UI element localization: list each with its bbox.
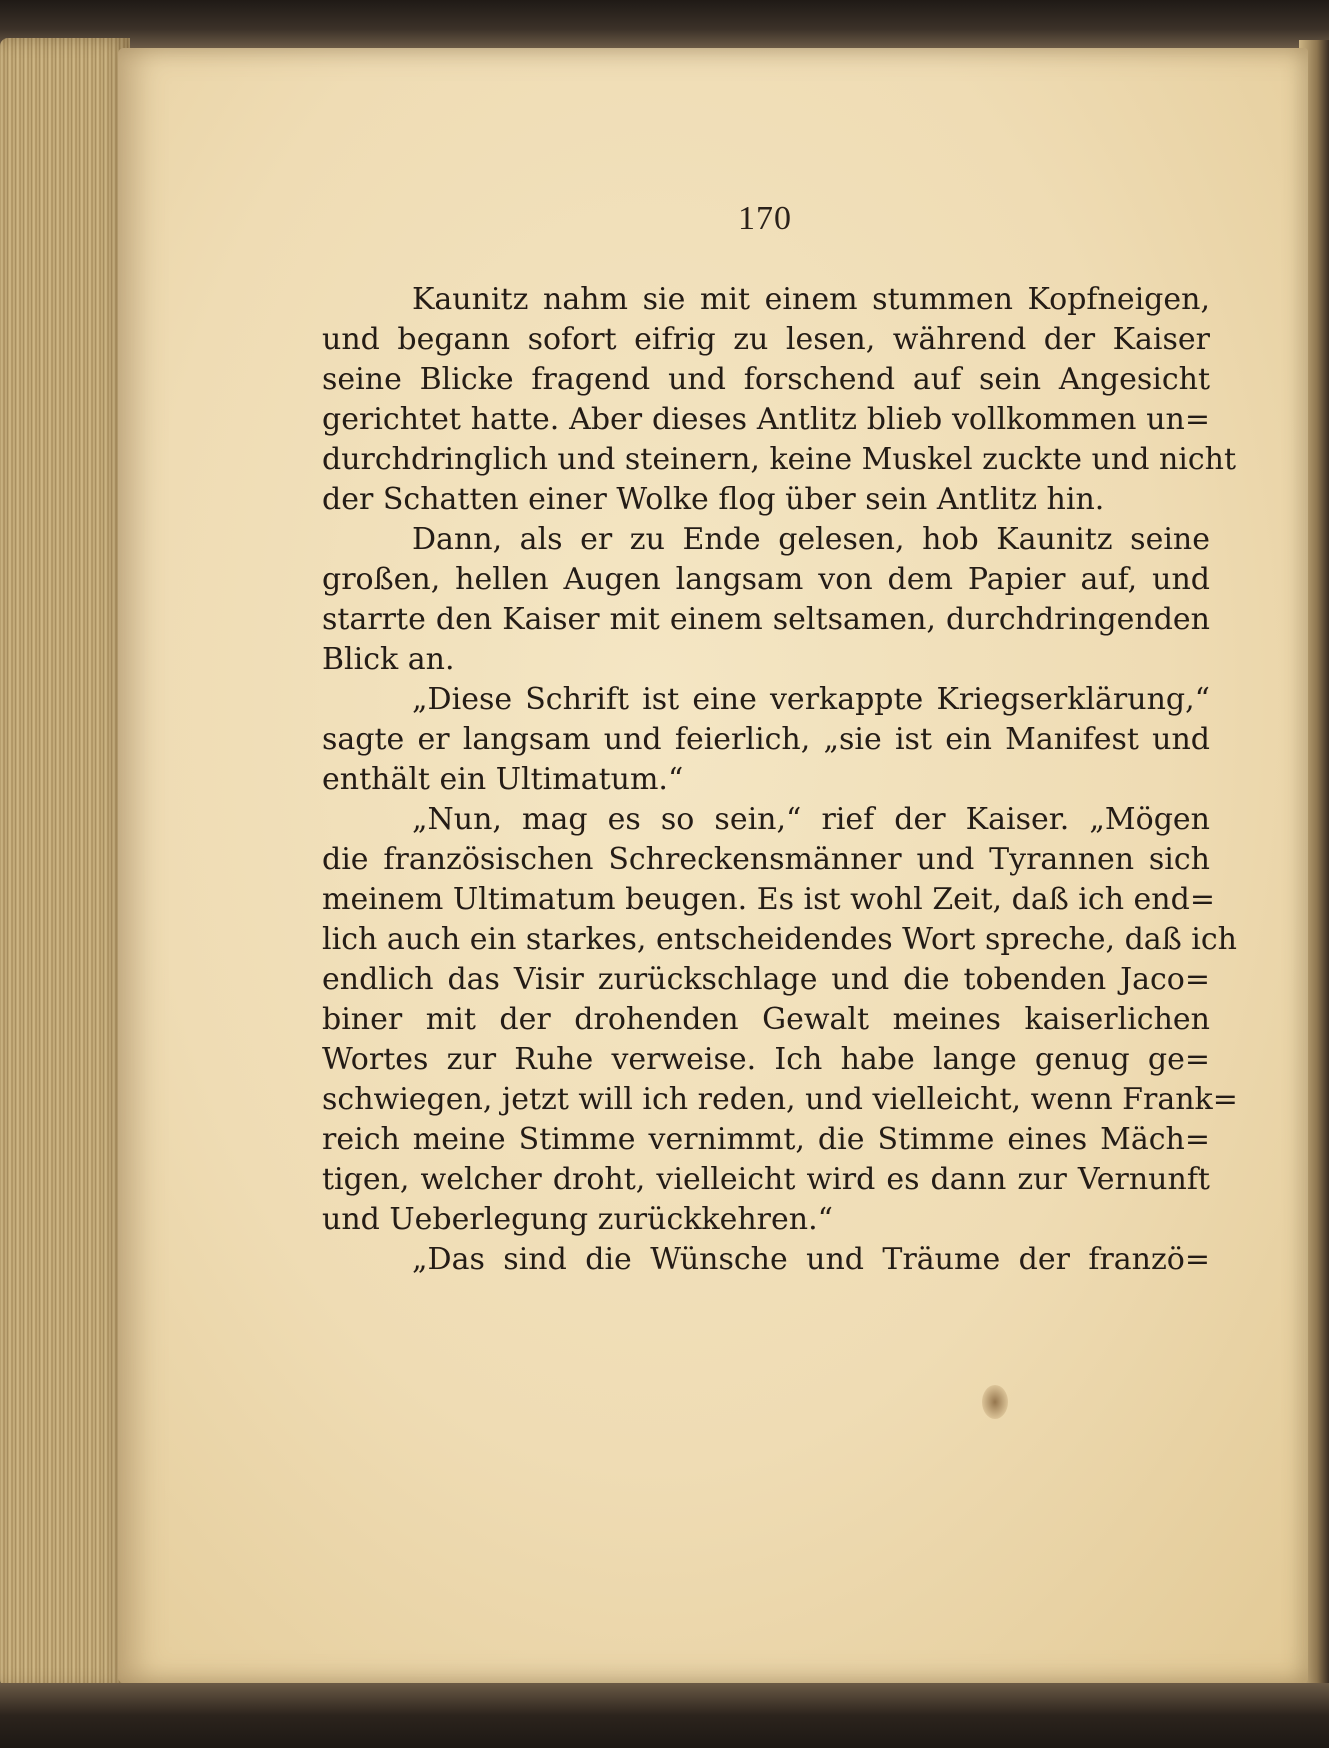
- text-line: großen, hellen Augen langsam von dem Papier auf, und: [322, 562, 1210, 597]
- text-line: Blick an.: [322, 642, 455, 677]
- text-line: biner mit der drohenden Gewalt meines kaiserlichen: [322, 1002, 1210, 1037]
- book-bottom-edge: [0, 1683, 1329, 1748]
- page-number: 170: [738, 200, 792, 237]
- text-line: durchdringlich und steinern, keine Muskel zuckte und nicht: [322, 442, 1237, 477]
- text-line: endlich das Visir zurückschlage und die tobenden Jaco=: [322, 962, 1210, 997]
- text-line: starrte den Kaiser mit einem seltsamen, durchdringenden: [322, 602, 1210, 637]
- text-line: und begann sofort eifrig zu lesen, während der Kaiser: [322, 322, 1210, 357]
- page-stack: [0, 38, 130, 1688]
- text-line: Wortes zur Ruhe verweise. Ich habe lange genug ge=: [322, 1042, 1210, 1077]
- text-line: schwiegen, jetzt will ich reden, und vielleicht, wenn Frank=: [322, 1082, 1238, 1117]
- text-line: „Nun, mag es so sein,“ rief der Kaiser. „Mögen: [412, 802, 1210, 837]
- text-line: „Das sind die Wünsche und Träume der franzö=: [412, 1242, 1210, 1277]
- text-line: enthält ein Ultimatum.“: [322, 762, 684, 797]
- text-line: sagte er langsam und feierlich, „sie ist ein Manifest und: [322, 722, 1210, 757]
- text-line: die französischen Schreckensmänner und Tyrannen sich: [322, 842, 1210, 877]
- text-line: und Ueberlegung zurückkehren.“: [322, 1202, 833, 1237]
- text-line: Kaunitz nahm sie mit einem stummen Kopfneigen,: [412, 282, 1210, 317]
- text-line: gerichtet hatte. Aber dieses Antlitz blieb vollkommen un=: [322, 402, 1210, 437]
- text-line: reich meine Stimme vernimmt, die Stimme eines Mäch=: [322, 1122, 1210, 1157]
- text-line: „Diese Schrift ist eine verkappte Kriegserklärung,“: [412, 682, 1210, 717]
- text-line: Dann, als er zu Ende gelesen, hob Kaunitz seine: [412, 522, 1210, 557]
- page-stain: [982, 1385, 1008, 1419]
- book-top-edge: [0, 0, 1329, 48]
- text-line: meinem Ultimatum beugen. Es ist wohl Zeit, daß ich end=: [322, 882, 1215, 917]
- text-line: seine Blicke fragend und forschend auf sein Angesicht: [322, 362, 1210, 397]
- text-line: lich auch ein starkes, entscheidendes Wort spreche, daß ich: [322, 922, 1237, 957]
- text-line: der Schatten einer Wolke flog über sein Antlitz hin.: [322, 482, 1105, 517]
- text-line: tigen, welcher droht, vielleicht wird es dann zur Vernunft: [322, 1162, 1210, 1197]
